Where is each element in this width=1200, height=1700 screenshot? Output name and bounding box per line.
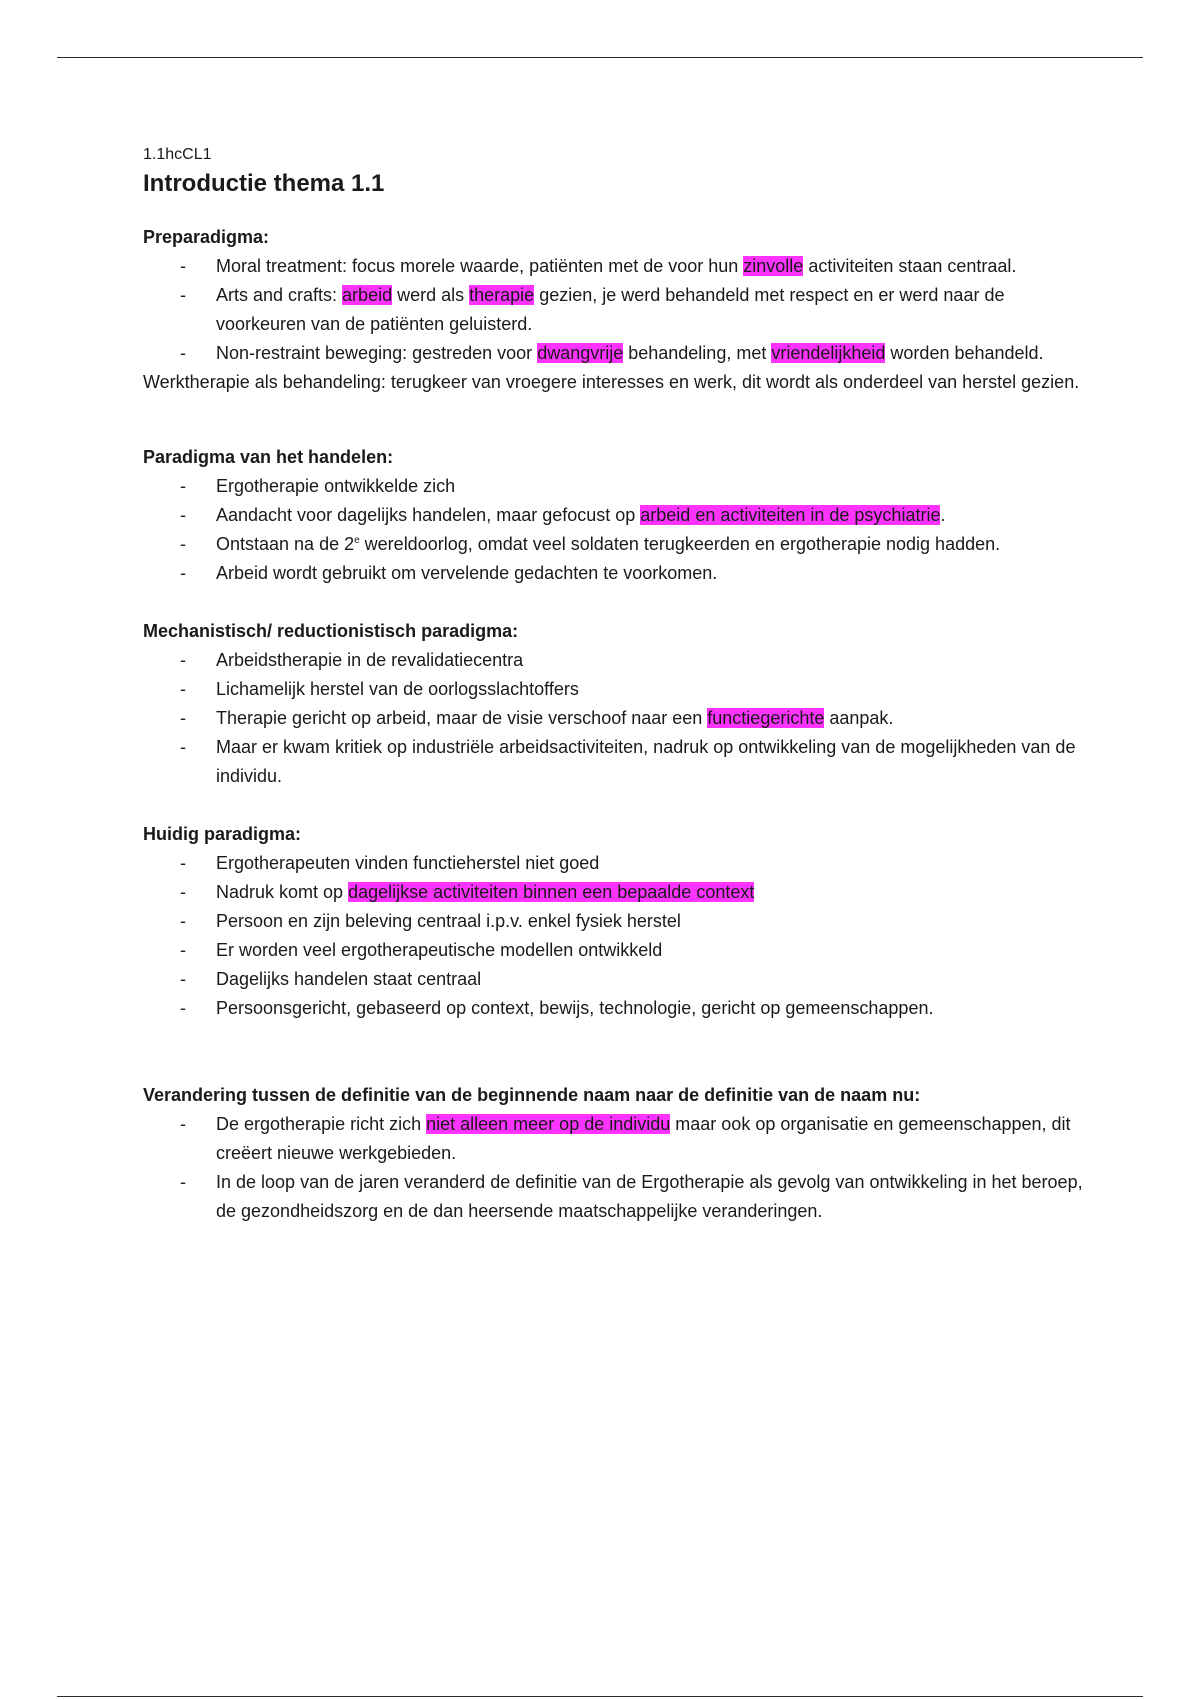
list-item: - Lichamelijk herstel van de oorlogsslachtoffers	[143, 675, 1083, 704]
list-item: - De ergotherapie richt zich niet alleen meer op de individu maar ook op organisatie en gemeenschappen, dit creëert nieuwe werkgebieden.	[143, 1110, 1083, 1168]
highlighted-text: dwangvrije	[537, 343, 624, 363]
bullet-list	[143, 472, 1083, 588]
list-item: - Maar er kwam kritiek op industriële arbeidsactiviteiten, nadruk op ontwikkeling van de mogelijkheden van de individu.	[143, 733, 1083, 791]
bullet-marker: -	[180, 911, 186, 931]
list-item: - Aandacht voor dagelijks handelen, maar gefocust op arbeid en activiteiten in de psychiatrie.	[143, 501, 1083, 530]
list-item: - Ergotherapeuten vinden functieherstel niet goed	[143, 849, 1083, 878]
list-item: - In de loop van de jaren veranderd de definitie van de Ergotherapie als gevolg van ontwikkeling in het beroep, de gezondheidszorg en de dan heersende maatschappelijke veranderingen.	[143, 1168, 1083, 1226]
highlighted-text: arbeid en activiteiten in de psychiatrie	[640, 505, 941, 525]
bullet-marker: -	[180, 650, 186, 670]
section-heading: Preparadigma:	[143, 227, 270, 247]
bullet-marker: -	[180, 679, 186, 699]
highlighted-text: niet alleen meer op de individu	[426, 1114, 671, 1134]
bullet-marker: -	[180, 285, 186, 305]
list-item: - Arbeidstherapie in de revalidatiecentra	[143, 646, 1083, 675]
section-heading: Verandering tussen de definitie van de beginnende naam naar de definitie van de naam nu:	[143, 1085, 921, 1105]
bullet-marker: -	[180, 998, 186, 1018]
bullet-marker: -	[180, 505, 186, 525]
section-verandering	[143, 1081, 1083, 1226]
highlighted-text: vriendelijkheid	[771, 343, 886, 363]
bullet-list	[143, 646, 1083, 791]
list-item: - Moral treatment: focus morele waarde, patiënten met de voor hun zinvolle activiteiten staan centraal.	[143, 252, 1083, 281]
section-preparadigma	[143, 223, 1083, 397]
list-item: - Er worden veel ergotherapeutische modellen ontwikkeld	[143, 936, 1083, 965]
section-heading: Paradigma van het handelen:	[143, 447, 394, 467]
section-heading: Mechanistisch/ reductionistisch paradigma:	[143, 621, 519, 641]
highlighted-text: arbeid	[342, 285, 393, 305]
list-item: - Persoon en zijn beleving centraal i.p.v. enkel fysiek herstel	[143, 907, 1083, 936]
list-item: - Ontstaan na de 2e wereldoorlog, omdat veel soldaten terugkeerden en ergotherapie nodig hadden.	[143, 530, 1083, 559]
list-item: - Nadruk komt op dagelijkse activiteiten binnen een bepaalde context	[143, 878, 1083, 907]
bullet-marker: -	[180, 476, 186, 496]
section-handelen	[143, 443, 1083, 588]
list-item: - Arts and crafts: arbeid werd als therapie gezien, je werd behandeld met respect en er werd naar de voorkeuren van de patiënten geluisterd.	[143, 281, 1083, 339]
section-huidig	[143, 820, 1083, 1023]
document-title: Introductie thema 1.1	[143, 170, 385, 197]
bullet-marker: -	[180, 737, 186, 757]
bullet-marker: -	[180, 534, 186, 554]
document-code: 1.1hcCL1	[143, 146, 212, 163]
bullet-marker: -	[180, 853, 186, 873]
page-top-rule	[57, 57, 1143, 58]
list-item: - Dagelijks handelen staat centraal	[143, 965, 1083, 994]
list-item: - Therapie gericht op arbeid, maar de visie verschoof naar een functiegerichte aanpak.	[143, 704, 1083, 733]
bullet-list	[143, 252, 1083, 368]
bullet-marker: -	[180, 969, 186, 989]
list-item: - Ergotherapie ontwikkelde zich	[143, 472, 1083, 501]
list-item: - Persoonsgericht, gebaseerd op context, bewijs, technologie, gericht op gemeenschappen.	[143, 994, 1083, 1023]
bullet-marker: -	[180, 940, 186, 960]
bullet-marker: -	[180, 708, 186, 728]
bullet-marker: -	[180, 1114, 186, 1134]
bullet-marker: -	[180, 256, 186, 276]
highlighted-text: therapie	[469, 285, 535, 305]
highlighted-text: zinvolle	[743, 256, 804, 276]
superscript: e	[354, 535, 360, 546]
bullet-marker: -	[180, 343, 186, 363]
page-bottom-rule	[57, 1696, 1143, 1697]
highlighted-text: dagelijkse activiteiten binnen een bepaalde context	[348, 882, 755, 902]
section-heading: Huidig paradigma:	[143, 824, 302, 844]
list-item: - Arbeid wordt gebruikt om vervelende gedachten te voorkomen.	[143, 559, 1083, 588]
bullet-marker: -	[180, 1172, 186, 1192]
bullet-list	[143, 849, 1083, 1023]
bullet-list	[143, 1110, 1083, 1226]
list-item: - Non-restraint beweging: gestreden voor dwangvrije behandeling, met vriendelijkheid worden behandeld.	[143, 339, 1083, 368]
section-mechanistisch	[143, 617, 1083, 791]
document-body	[143, 144, 1083, 1226]
bullet-marker: -	[180, 563, 186, 583]
paragraph: Werktherapie als behandeling: terugkeer van vroegere interesses en werk, dit wordt als onderdeel van herstel gezien.	[143, 372, 1080, 392]
bullet-marker: -	[180, 882, 186, 902]
highlighted-text: functiegerichte	[707, 708, 825, 728]
